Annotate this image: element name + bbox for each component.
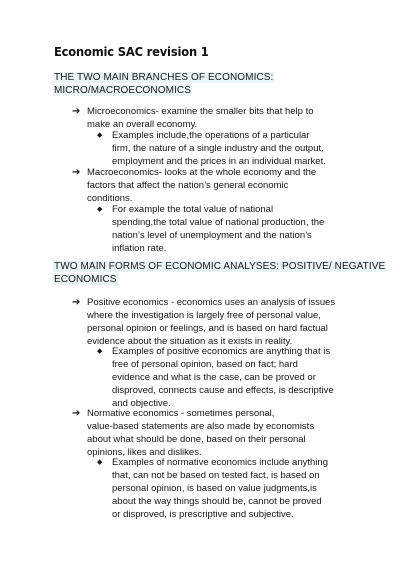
sub-text-line: firm, the nature of a single industry and the output, [112,143,324,154]
arrow-bullet-icon: ➔ [72,408,81,419]
diamond-bullet-icon: ◆ [97,458,103,466]
diamond-bullet-icon: ◆ [97,347,103,355]
section-heading-branches [53,71,274,97]
section-heading-analyses [53,260,386,286]
sub-text-line: Examples of positive economics are anything that is [112,346,331,357]
item-text-line: opinions, likes and dislikes. [87,447,202,458]
sub-text-line: nation’s level of unemployment and the nation’s [112,230,312,241]
item-text-line: value-based statements are also made by economists [87,421,315,432]
item-text-line: Normative economics - sometimes personal, [87,408,275,419]
item-text-line: make an overall economy. [87,119,198,130]
item-text-line: evidence about the situation as it exists in reality. [87,336,293,347]
heading-line: TWO MAIN FORMS OF ECONOMIC ANALYSES: POSITIVE/ NEGATIVE [54,261,386,272]
list-item-normative-economics [72,407,377,459]
sub-text-line: disproved, connects cause and effects, is descriptive [112,385,334,396]
arrow-bullet-icon: ➔ [72,297,81,308]
item-text-line: factors that affect the nation’s general economic [87,180,289,191]
heading-line: MICRO/MACROECONOMICS [54,85,191,96]
heading-line: THE TWO MAIN BRANCHES OF ECONOMICS: [54,72,274,83]
sub-text-line: that, can not be based on tested fact, is based on [112,470,320,481]
sub-text-line: or disproved, is prescriptive and subjective. [112,509,294,520]
sub-text-line: personal opinion, is based on value judgments,is [112,483,317,494]
item-text-line: Macroeconomics- looks at the whole economy and the [87,167,317,178]
list-item-macroeconomics [72,166,377,205]
heading-line: ECONOMICS [54,274,117,285]
diamond-bullet-icon: ◆ [97,205,103,213]
list-item-microeconomics [72,105,377,131]
sub-text-line: For example the total value of national [112,204,274,215]
item-text-line: where the investigation is largely free of personal value, [87,310,321,321]
sub-text-line: inflation rate. [112,243,167,254]
sub-text-line: evidence and what is the case, can be proved or [112,372,316,383]
document-title: Economic SAC revision 1 [54,44,209,59]
sub-text-line: about the way things should be, cannot be proved [112,496,322,507]
diamond-bullet-icon: ◆ [97,131,103,139]
item-text-line: Positive economics - economics uses an analysis of issues [87,297,336,308]
sub-text-line: Examples of normative economics include anything [112,457,328,468]
sub-text-line: free of personal opinion, based on fact; hard [112,359,298,370]
item-text-line: about what should be done, based on their personal [87,434,306,445]
arrow-bullet-icon: ➔ [72,167,81,178]
sub-item-normative-examples [97,456,380,521]
arrow-bullet-icon: ➔ [72,106,81,117]
sub-text-line: spending,the total value of national production, the [112,217,325,228]
sub-text-line: and objective. [112,398,171,409]
sub-item-positive-examples [97,345,380,410]
sub-item-macroeconomics-examples [97,203,380,255]
sub-text-line: Examples include,the operations of a particular [112,130,310,141]
sub-text-line: employment and the prices in an individual market. [112,156,326,167]
item-text-line: Microeconomics- examine the smaller bits that help to [87,106,314,117]
sub-item-microeconomics-examples [97,129,380,168]
item-text-line: conditions. [87,193,133,204]
list-item-positive-economics [72,296,377,348]
item-text-line: personal opinion or feelings, and is based on hard factual [87,323,328,334]
